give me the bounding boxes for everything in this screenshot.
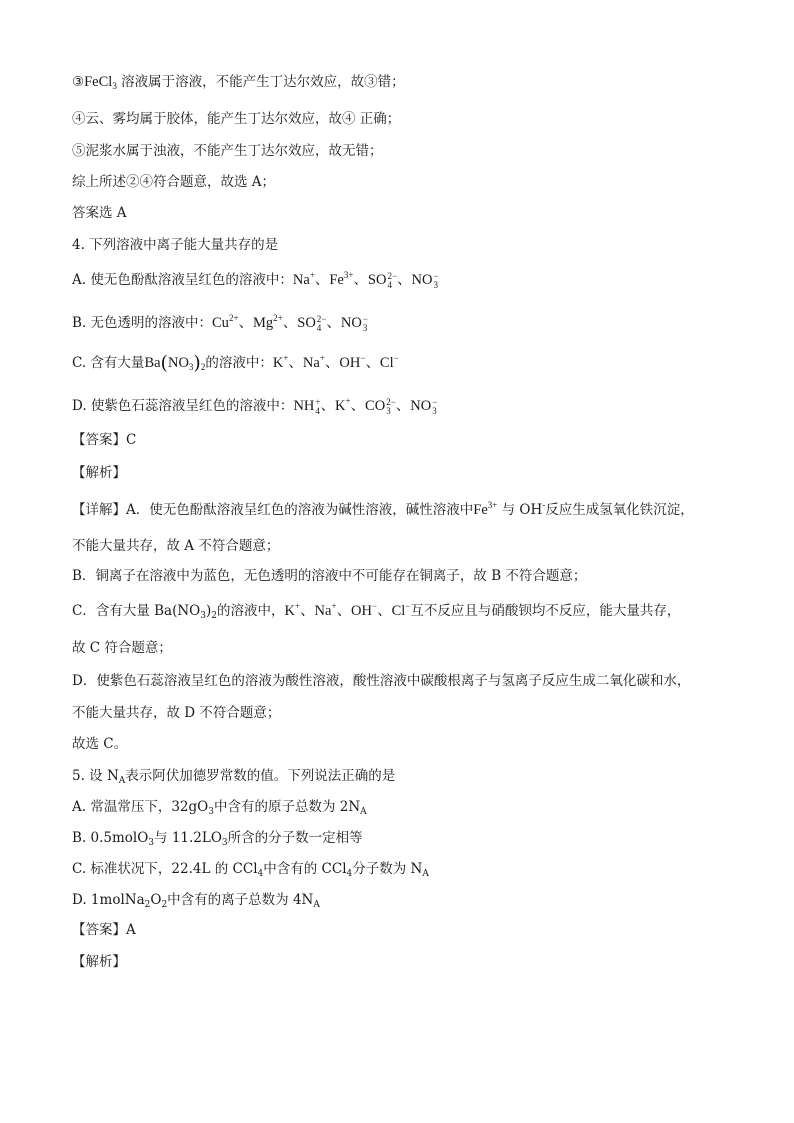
- text-fragment: 反应生成氢氧化铁沉淀，: [545, 502, 694, 518]
- detail-d: D．使紫色石蕊溶液呈红色的溶液为酸性溶液，酸性溶液中碳酸根离子与氢离子反应生成二氧化碳和水，: [72, 673, 691, 689]
- option-c: C. 标准状况下，22.4L 的 CCl$_4$中含有的 CCl$_4$分子数为 $N_A$: [72, 861, 429, 879]
- option-label: C. 含有大量: [72, 355, 145, 371]
- option-b: [72, 313, 368, 333]
- ion-list: NH + 4 、K+、CO 2− 3 、NO − 3: [293, 396, 438, 416]
- text-line: 答案选 A: [72, 205, 127, 221]
- ion-fe3: $Fe^{3+}$: [473, 500, 498, 518]
- text-fragment: 所含的分子数一定相等: [227, 830, 363, 846]
- question-stem: 5. 设 $N_A$表示阿伏加德罗常数的值。下列说法正确的是: [72, 768, 396, 786]
- detail-a: 【详解】A．使无色酚酞溶液呈红色的溶液为碱性溶液，碱性溶液中$Fe^{3+}$ 与 OH-反应生成氢氧化铁沉淀，: [72, 500, 694, 518]
- text-fragment: D. 1molNa: [72, 892, 145, 908]
- option-c: [72, 353, 399, 373]
- option-label: B. 无色透明的溶液中：: [72, 315, 213, 331]
- text-fragment: 中含有的原子总数为 2N: [213, 799, 361, 815]
- option-d: D. $1molNa_2O_2$中含有的离子总数为 $4N_A$: [72, 892, 320, 910]
- text-fragment: 分子数为 N: [352, 861, 423, 877]
- analysis-label: 【解析】: [72, 954, 126, 970]
- text-fragment: 与 OH: [501, 502, 543, 518]
- option-a: A. 常温常压下，$32gO_3$中含有的原子总数为 $2N_A$: [72, 799, 367, 817]
- detail-d-cont: 不能大量共存，故 D 不符合题意；: [72, 705, 281, 721]
- text-fragment: 【详解】A．使无色酚酞溶液呈红色的溶液为碱性溶液，碱性溶液中: [72, 502, 474, 518]
- text-fragment: C. 标准状况下，22.4L 的 CCl: [72, 861, 258, 877]
- detail-c-cont: 故 C 符合题意；: [72, 640, 172, 656]
- text-fragment: 5. 设 N: [72, 768, 119, 784]
- ion-list: Na+、$Fe^{3+}$、SO 2− 4 、NO − 3: [292, 270, 439, 290]
- text-line: 综上所述②④符合题意，故选 A；: [72, 174, 276, 190]
- text-fragment: 互不反应且与硝酸钡均不反应，能大量共存，: [410, 603, 681, 619]
- text-fragment: 的溶液中：: [205, 355, 273, 371]
- text-fragment: 的溶液中，: [217, 603, 285, 619]
- text-fragment: A. 常温常压下，32gO: [72, 799, 209, 815]
- option-label: A. 使无色酚酞溶液呈红色的溶液中：: [72, 272, 293, 288]
- formula-ba-no3-2: $Ba(NO_3)_2$: [144, 352, 206, 374]
- formula-fecl3: FeCl$_3$: [84, 74, 117, 91]
- text-fragment: 表示阿伏加德罗常数的值。下列说法正确的是: [125, 768, 396, 784]
- answer-label: 【答案】C: [72, 432, 137, 448]
- text-fragment: 与 11.2LO: [154, 830, 222, 846]
- text-fragment: B. 0.5molO: [72, 830, 149, 846]
- option-a: [72, 270, 439, 290]
- circled-number: ③: [72, 74, 85, 90]
- answer-label: 【答案】A: [72, 922, 136, 938]
- text-fragment: C．含有大量 Ba(NO: [72, 603, 201, 619]
- text-fragment: 中含有的 CCl: [263, 861, 347, 877]
- text-fragment: 溶液属于溶液，不能产生丁达尔效应，故③错；: [121, 74, 405, 90]
- ion-list: K+、Na+、OH−、Cl−: [272, 353, 399, 371]
- option-b: B. 0.5molO$_3$与 $11.2LO_3$所含的分子数一定相等: [72, 830, 363, 848]
- text-line: [72, 72, 405, 92]
- detail-c: C．含有大量 $Ba(NO_3)_2$的溶液中，K+、Na+、OH−、Cl−互不反应且与硝酸钡均不反应，能大量共存，: [72, 601, 681, 621]
- text-line: ⑤泥浆水属于浊液，不能产生丁达尔效应，故无错；: [72, 143, 383, 159]
- option-d: [72, 396, 437, 416]
- text-fragment: 中含有的离子总数为 4N: [167, 892, 314, 908]
- ion-list: K+、Na+、OH−、Cl−: [284, 601, 411, 619]
- detail-a-cont: 不能大量共存，故 A 不符合题意；: [72, 538, 280, 554]
- detail-b: B．铜离子在溶液中为蓝色，无色透明的溶液中不可能存在铜离子，故 B 不符合题意；: [72, 568, 587, 584]
- analysis-label: 【解析】: [72, 465, 126, 481]
- question-stem: 4. 下列溶液中离子能大量共存的是: [72, 237, 279, 253]
- ion-list: $Cu^{2+}$、$Mg^{2+}$、SO 2− 4 、NO − 3: [212, 313, 368, 333]
- option-label: D. 使紫色石蕊溶液呈红色的溶液中：: [72, 398, 294, 414]
- conclusion: 故选 C。: [72, 736, 128, 752]
- text-line: ④云、雾均属于胶体，能产生丁达尔效应，故④ 正确；: [72, 111, 401, 127]
